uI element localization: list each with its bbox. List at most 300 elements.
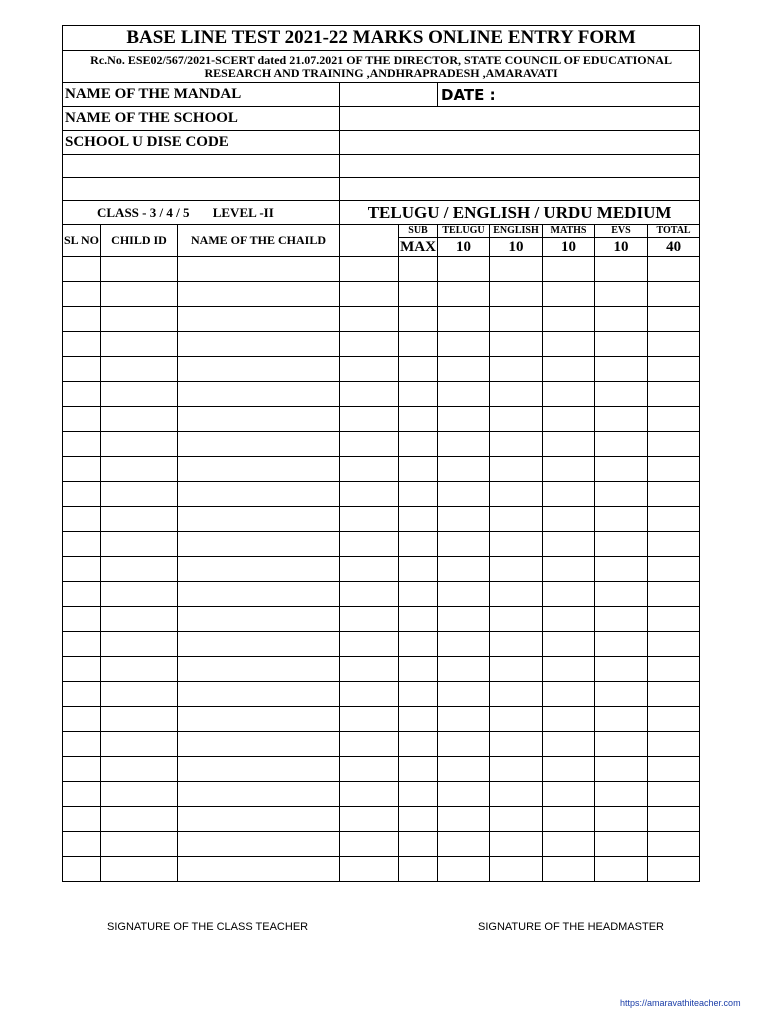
blank-cell[interactable] <box>340 178 700 201</box>
maths-mark-cell[interactable] <box>543 807 595 832</box>
total-mark-cell[interactable] <box>648 857 700 882</box>
maths-mark-cell[interactable] <box>543 382 595 407</box>
english-mark-cell[interactable] <box>490 707 543 732</box>
sl-no-cell[interactable] <box>63 557 101 582</box>
sl-no-cell[interactable] <box>63 857 101 882</box>
maths-mark-cell[interactable] <box>543 707 595 732</box>
english-mark-cell[interactable] <box>490 332 543 357</box>
evs-mark-cell[interactable] <box>595 707 648 732</box>
blank-cell[interactable] <box>63 178 340 201</box>
evs-mark-cell[interactable] <box>595 682 648 707</box>
child-id-cell[interactable] <box>101 282 178 307</box>
total-mark-cell[interactable] <box>648 582 700 607</box>
evs-mark-cell[interactable] <box>595 782 648 807</box>
total-mark-cell[interactable] <box>648 632 700 657</box>
table-row <box>63 682 700 707</box>
child-id-cell[interactable] <box>101 432 178 457</box>
child-name-header: NAME OF THE CHAILD <box>178 225 340 257</box>
child-id-cell[interactable] <box>101 307 178 332</box>
maths-mark-cell[interactable] <box>543 682 595 707</box>
table-row <box>63 832 700 857</box>
sl-no-cell[interactable] <box>63 607 101 632</box>
sub-cell[interactable] <box>399 357 438 382</box>
english-mark-cell[interactable] <box>490 657 543 682</box>
telugu-mark-cell[interactable] <box>438 257 490 282</box>
evs-mark-cell[interactable] <box>595 607 648 632</box>
total-mark-cell[interactable] <box>648 732 700 757</box>
child-id-cell[interactable] <box>101 832 178 857</box>
child-id-cell[interactable] <box>101 782 178 807</box>
total-mark-cell[interactable] <box>648 332 700 357</box>
sl-no-cell[interactable] <box>63 482 101 507</box>
english-mark-cell[interactable] <box>490 257 543 282</box>
total-mark-cell[interactable] <box>648 832 700 857</box>
telugu-mark-cell[interactable] <box>438 457 490 482</box>
total-mark-cell[interactable] <box>648 432 700 457</box>
child-id-cell[interactable] <box>101 257 178 282</box>
blank-cell[interactable] <box>340 282 399 307</box>
english-mark-cell[interactable] <box>490 532 543 557</box>
telugu-mark-cell[interactable] <box>438 782 490 807</box>
child-name-cell[interactable] <box>178 532 340 557</box>
evs-mark-cell[interactable] <box>595 532 648 557</box>
child-name-cell[interactable] <box>178 282 340 307</box>
blank-cell[interactable] <box>340 382 399 407</box>
english-mark-cell[interactable] <box>490 507 543 532</box>
maths-mark-cell[interactable] <box>543 732 595 757</box>
sl-no-cell[interactable] <box>63 357 101 382</box>
evs-header: EVS <box>595 225 648 238</box>
evs-mark-cell[interactable] <box>595 357 648 382</box>
child-id-cell[interactable] <box>101 582 178 607</box>
blank-cell[interactable] <box>340 632 399 657</box>
child-id-cell[interactable] <box>101 757 178 782</box>
telugu-mark-cell[interactable] <box>438 657 490 682</box>
maths-mark-cell[interactable] <box>543 607 595 632</box>
telugu-header: TELUGU <box>438 225 490 238</box>
telugu-mark-cell[interactable] <box>438 632 490 657</box>
sl-no-cell[interactable] <box>63 507 101 532</box>
child-name-cell[interactable] <box>178 382 340 407</box>
child-name-cell[interactable] <box>178 582 340 607</box>
sub-cell[interactable] <box>399 682 438 707</box>
english-mark-cell[interactable] <box>490 557 543 582</box>
child-id-cell[interactable] <box>101 357 178 382</box>
english-mark-cell[interactable] <box>490 632 543 657</box>
telugu-mark-cell[interactable] <box>438 307 490 332</box>
child-id-cell[interactable] <box>101 457 178 482</box>
table-row <box>63 657 700 682</box>
maths-max: 10 <box>543 238 595 257</box>
child-id-cell[interactable] <box>101 382 178 407</box>
english-mark-cell[interactable] <box>490 432 543 457</box>
blank-cell[interactable] <box>340 307 399 332</box>
child-name-cell[interactable] <box>178 432 340 457</box>
evs-mark-cell[interactable] <box>595 807 648 832</box>
child-id-cell[interactable] <box>101 557 178 582</box>
udise-field[interactable] <box>340 131 700 155</box>
english-mark-cell[interactable] <box>490 857 543 882</box>
maths-mark-cell[interactable] <box>543 282 595 307</box>
sub-cell[interactable] <box>399 582 438 607</box>
evs-mark-cell[interactable] <box>595 307 648 332</box>
maths-mark-cell[interactable] <box>543 782 595 807</box>
english-mark-cell[interactable] <box>490 382 543 407</box>
child-id-cell[interactable] <box>101 482 178 507</box>
maths-mark-cell[interactable] <box>543 632 595 657</box>
telugu-max: 10 <box>438 238 490 257</box>
telugu-mark-cell[interactable] <box>438 357 490 382</box>
total-mark-cell[interactable] <box>648 307 700 332</box>
sub-cell[interactable] <box>399 282 438 307</box>
maths-mark-cell[interactable] <box>543 357 595 382</box>
sub-cell[interactable] <box>399 732 438 757</box>
child-name-cell[interactable] <box>178 482 340 507</box>
blank-cell[interactable] <box>340 857 399 882</box>
table-row <box>63 432 700 457</box>
evs-mark-cell[interactable] <box>595 832 648 857</box>
child-name-cell[interactable] <box>178 332 340 357</box>
sl-no-cell[interactable] <box>63 757 101 782</box>
child-id-cell[interactable] <box>101 607 178 632</box>
child-name-cell[interactable] <box>178 607 340 632</box>
child-name-cell[interactable] <box>178 657 340 682</box>
total-mark-cell[interactable] <box>648 532 700 557</box>
telugu-mark-cell[interactable] <box>438 807 490 832</box>
sl-no-cell[interactable] <box>63 782 101 807</box>
sl-no-cell[interactable] <box>63 407 101 432</box>
child-name-cell[interactable] <box>178 557 340 582</box>
maths-mark-cell[interactable] <box>543 307 595 332</box>
child-id-cell[interactable] <box>101 632 178 657</box>
table-row <box>63 607 700 632</box>
child-id-cell[interactable] <box>101 657 178 682</box>
maths-mark-cell[interactable] <box>543 257 595 282</box>
telugu-mark-cell[interactable] <box>438 282 490 307</box>
sub-header: SUB <box>399 225 438 238</box>
english-mark-cell[interactable] <box>490 807 543 832</box>
total-mark-cell[interactable] <box>648 657 700 682</box>
sub-cell[interactable] <box>399 657 438 682</box>
total-mark-cell[interactable] <box>648 807 700 832</box>
sl-no-cell[interactable] <box>63 732 101 757</box>
sl-no-cell[interactable] <box>63 282 101 307</box>
sub-cell[interactable] <box>399 432 438 457</box>
maths-mark-cell[interactable] <box>543 432 595 457</box>
child-name-cell[interactable] <box>178 707 340 732</box>
total-mark-cell[interactable] <box>648 457 700 482</box>
blank-cell[interactable] <box>340 707 399 732</box>
blank-cell[interactable] <box>340 432 399 457</box>
evs-mark-cell[interactable] <box>595 632 648 657</box>
child-name-cell[interactable] <box>178 307 340 332</box>
total-mark-cell[interactable] <box>648 357 700 382</box>
child-name-cell[interactable] <box>178 782 340 807</box>
total-mark-cell[interactable] <box>648 707 700 732</box>
table-row <box>63 332 700 357</box>
total-mark-cell[interactable] <box>648 782 700 807</box>
total-mark-cell[interactable] <box>648 557 700 582</box>
sub-cell[interactable] <box>399 407 438 432</box>
english-mark-cell[interactable] <box>490 457 543 482</box>
maths-mark-cell[interactable] <box>543 507 595 532</box>
mandal-label: NAME OF THE MANDAL <box>63 83 340 107</box>
blank-cell[interactable] <box>340 757 399 782</box>
table-row <box>63 757 700 782</box>
telugu-mark-cell[interactable] <box>438 382 490 407</box>
marks-entry-form <box>62 25 700 882</box>
blank-cell[interactable] <box>340 155 700 178</box>
table-row <box>63 507 700 532</box>
evs-mark-cell[interactable] <box>595 732 648 757</box>
english-mark-cell[interactable] <box>490 307 543 332</box>
blank-cell[interactable] <box>340 732 399 757</box>
sl-no-cell[interactable] <box>63 632 101 657</box>
telugu-mark-cell[interactable] <box>438 482 490 507</box>
sl-no-cell[interactable] <box>63 457 101 482</box>
child-id-cell[interactable] <box>101 532 178 557</box>
sl-no-header: SL NO <box>63 225 101 257</box>
sub-cell[interactable] <box>399 482 438 507</box>
sl-no-cell[interactable] <box>63 832 101 857</box>
child-name-cell[interactable] <box>178 857 340 882</box>
total-header: TOTAL <box>648 225 700 238</box>
school-label: NAME OF THE SCHOOL <box>63 107 340 131</box>
child-name-cell[interactable] <box>178 807 340 832</box>
table-row <box>63 307 700 332</box>
english-mark-cell[interactable] <box>490 482 543 507</box>
child-id-cell[interactable] <box>101 807 178 832</box>
telugu-mark-cell[interactable] <box>438 432 490 457</box>
child-name-cell[interactable] <box>178 732 340 757</box>
website-link[interactable]: https://amaravathiteacher.com <box>620 998 741 1008</box>
telugu-mark-cell[interactable] <box>438 832 490 857</box>
sl-no-cell[interactable] <box>63 657 101 682</box>
maths-mark-cell[interactable] <box>543 407 595 432</box>
total-mark-cell[interactable] <box>648 382 700 407</box>
table-row <box>63 782 700 807</box>
sl-no-cell[interactable] <box>63 532 101 557</box>
maths-mark-cell[interactable] <box>543 557 595 582</box>
child-id-cell[interactable] <box>101 857 178 882</box>
evs-mark-cell[interactable] <box>595 857 648 882</box>
english-header: ENGLISH <box>490 225 543 238</box>
sl-no-cell[interactable] <box>63 432 101 457</box>
sub-cell[interactable] <box>399 507 438 532</box>
evs-mark-cell[interactable] <box>595 382 648 407</box>
maths-mark-cell[interactable] <box>543 482 595 507</box>
blank-cell[interactable] <box>340 407 399 432</box>
child-name-cell[interactable] <box>178 257 340 282</box>
english-mark-cell[interactable] <box>490 407 543 432</box>
maths-mark-cell[interactable] <box>543 582 595 607</box>
sl-no-cell[interactable] <box>63 707 101 732</box>
sub-cell[interactable] <box>399 632 438 657</box>
blank-cell[interactable] <box>340 657 399 682</box>
child-name-cell[interactable] <box>178 832 340 857</box>
sl-no-cell[interactable] <box>63 807 101 832</box>
table-row <box>63 482 700 507</box>
sub-cell[interactable] <box>399 757 438 782</box>
blank-cell[interactable] <box>340 257 399 282</box>
table-row <box>63 707 700 732</box>
english-mark-cell[interactable] <box>490 682 543 707</box>
form-title: BASE LINE TEST 2021-22 MARKS ONLINE ENTRY FORM <box>63 26 700 51</box>
evs-mark-cell[interactable] <box>595 582 648 607</box>
total-mark-cell[interactable] <box>648 407 700 432</box>
total-mark-cell[interactable] <box>648 257 700 282</box>
headmaster-signature-label: SIGNATURE OF THE HEADMASTER <box>478 921 665 933</box>
evs-mark-cell[interactable] <box>595 757 648 782</box>
sub-cell[interactable] <box>399 332 438 357</box>
table-row <box>63 357 700 382</box>
telugu-mark-cell[interactable] <box>438 407 490 432</box>
reference-line-1: Rc.No. ESE02/567/2021-SCERT dated 21.07.2021 OF THE DIRECTOR, STATE COUNCIL OF EDUCATIONAL <box>90 52 672 67</box>
evs-mark-cell[interactable] <box>595 457 648 482</box>
child-name-cell[interactable] <box>178 457 340 482</box>
evs-mark-cell[interactable] <box>595 257 648 282</box>
table-row <box>63 382 700 407</box>
telugu-mark-cell[interactable] <box>438 582 490 607</box>
blank-cell[interactable] <box>340 482 399 507</box>
total-mark-cell[interactable] <box>648 282 700 307</box>
sl-no-cell[interactable] <box>63 682 101 707</box>
maths-mark-cell[interactable] <box>543 757 595 782</box>
telugu-mark-cell[interactable] <box>438 332 490 357</box>
child-id-cell[interactable] <box>101 732 178 757</box>
sub-cell[interactable] <box>399 782 438 807</box>
table-row <box>63 557 700 582</box>
child-name-cell[interactable] <box>178 682 340 707</box>
evs-mark-cell[interactable] <box>595 282 648 307</box>
maths-mark-cell[interactable] <box>543 657 595 682</box>
english-mark-cell[interactable] <box>490 582 543 607</box>
blank-cell[interactable] <box>340 582 399 607</box>
telugu-mark-cell[interactable] <box>438 682 490 707</box>
maths-mark-cell[interactable] <box>543 832 595 857</box>
sl-no-cell[interactable] <box>63 257 101 282</box>
class-teacher-signature-label: SIGNATURE OF THE CLASS TEACHER <box>107 921 309 933</box>
udise-label: SCHOOL U DISE CODE <box>63 131 340 155</box>
telugu-mark-cell[interactable] <box>438 532 490 557</box>
table-row <box>63 282 700 307</box>
table-row <box>63 407 700 432</box>
child-name-cell[interactable] <box>178 357 340 382</box>
child-id-cell[interactable] <box>101 507 178 532</box>
sub-cell[interactable] <box>399 382 438 407</box>
table-row <box>63 582 700 607</box>
sl-no-cell[interactable] <box>63 582 101 607</box>
evs-mark-cell[interactable] <box>595 507 648 532</box>
child-name-cell[interactable] <box>178 757 340 782</box>
school-field[interactable] <box>340 107 700 131</box>
child-id-cell[interactable] <box>101 682 178 707</box>
sub-cell[interactable] <box>399 257 438 282</box>
total-mark-cell[interactable] <box>648 682 700 707</box>
mandal-field[interactable] <box>340 83 438 107</box>
blank-cell[interactable] <box>340 357 399 382</box>
telugu-mark-cell[interactable] <box>438 857 490 882</box>
total-mark-cell[interactable] <box>648 607 700 632</box>
evs-max: 10 <box>595 238 648 257</box>
sl-no-cell[interactable] <box>63 307 101 332</box>
sub-cell[interactable] <box>399 532 438 557</box>
english-mark-cell[interactable] <box>490 607 543 632</box>
evs-mark-cell[interactable] <box>595 332 648 357</box>
blank-cell[interactable] <box>340 557 399 582</box>
sub-cell[interactable] <box>399 707 438 732</box>
evs-mark-cell[interactable] <box>595 432 648 457</box>
maths-mark-cell[interactable] <box>543 857 595 882</box>
table-row <box>63 732 700 757</box>
telugu-mark-cell[interactable] <box>438 732 490 757</box>
maths-mark-cell[interactable] <box>543 457 595 482</box>
blank-cell[interactable] <box>340 782 399 807</box>
telugu-mark-cell[interactable] <box>438 557 490 582</box>
telugu-mark-cell[interactable] <box>438 507 490 532</box>
maths-mark-cell[interactable] <box>543 532 595 557</box>
maths-mark-cell[interactable] <box>543 332 595 357</box>
english-mark-cell[interactable] <box>490 782 543 807</box>
child-name-cell[interactable] <box>178 407 340 432</box>
blank-cell[interactable] <box>340 507 399 532</box>
child-id-cell[interactable] <box>101 707 178 732</box>
total-mark-cell[interactable] <box>648 482 700 507</box>
blank-cell[interactable] <box>340 332 399 357</box>
class-label: CLASS - 3 / 4 / 5 <box>97 204 190 220</box>
child-name-cell[interactable] <box>178 632 340 657</box>
sub-cell[interactable] <box>399 807 438 832</box>
sl-no-cell[interactable] <box>63 332 101 357</box>
date-field[interactable] <box>438 83 700 107</box>
sub-cell[interactable] <box>399 307 438 332</box>
english-mark-cell[interactable] <box>490 357 543 382</box>
medium-label: TELUGU / ENGLISH / URDU MEDIUM <box>340 201 700 225</box>
reference-note <box>63 51 700 83</box>
english-mark-cell[interactable] <box>490 282 543 307</box>
telugu-mark-cell[interactable] <box>438 607 490 632</box>
evs-mark-cell[interactable] <box>595 482 648 507</box>
blank-cell[interactable] <box>340 682 399 707</box>
sub-cell[interactable] <box>399 607 438 632</box>
date-label: DATE : <box>441 85 496 104</box>
child-name-cell[interactable] <box>178 507 340 532</box>
blank-cell[interactable] <box>340 457 399 482</box>
sub-cell[interactable] <box>399 557 438 582</box>
english-mark-cell[interactable] <box>490 732 543 757</box>
blank-cell[interactable] <box>340 532 399 557</box>
blank-cell[interactable] <box>63 155 340 178</box>
child-id-cell[interactable] <box>101 332 178 357</box>
blank-cell[interactable] <box>340 807 399 832</box>
sub-cell[interactable] <box>399 832 438 857</box>
child-id-cell[interactable] <box>101 407 178 432</box>
total-mark-cell[interactable] <box>648 757 700 782</box>
evs-mark-cell[interactable] <box>595 407 648 432</box>
evs-mark-cell[interactable] <box>595 657 648 682</box>
english-mark-cell[interactable] <box>490 757 543 782</box>
evs-mark-cell[interactable] <box>595 557 648 582</box>
english-mark-cell[interactable] <box>490 832 543 857</box>
sub-cell[interactable] <box>399 457 438 482</box>
total-mark-cell[interactable] <box>648 507 700 532</box>
sl-no-cell[interactable] <box>63 382 101 407</box>
blank-cell[interactable] <box>340 832 399 857</box>
telugu-mark-cell[interactable] <box>438 707 490 732</box>
telugu-mark-cell[interactable] <box>438 757 490 782</box>
sub-cell[interactable] <box>399 857 438 882</box>
blank-cell[interactable] <box>340 607 399 632</box>
